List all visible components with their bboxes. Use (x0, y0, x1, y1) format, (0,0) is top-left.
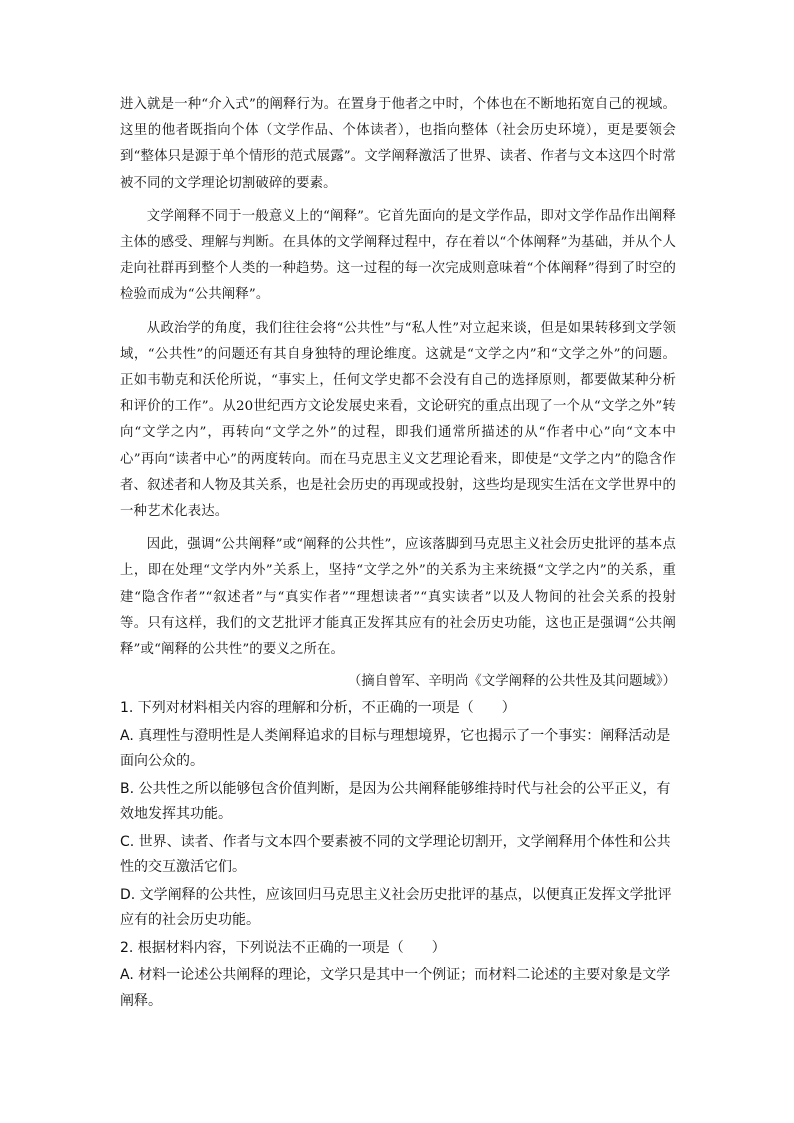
document-page (120, 92, 676, 1016)
passage-source: （摘自曾军、辛明尚《文学阐释的公共性及其问题域》） (347, 674, 676, 690)
passage-paragraph-3: 从政治学的角度，我们往往会将“公共性”与“私人性”对立起来谈，但是如果转移到文学领域，“公共性”的问题还有其自身独特的理论维度。这就是“文学之内”和“文学之外”的问题。正如韦勒克和沃伦所说，“事实上，任何文学史都不会没有自己的选择原则，都要做某种分析和评价的工作”。从20世纪西方文论发展史来看，文论研究的重点出现了一个从“文学之外”转向“文学之内”，再转向“文学之外”的过程，即我们通常所描述的从“作者中心”向“文本中心”再向“读者中心”的两度转向。而在马克思主义文艺理论看来，即使是“文学之内”的隐含作者、叙述者和人物及其关系，也是社会历史的再现或投射，这些均是现实生活在文学世界中的一种艺术化表达。 (120, 320, 676, 520)
question-1-stem: 1. 下列对材料相关内容的理解和分析，不正确的一项是（ ） (120, 700, 516, 717)
question-2-stem: 2. 根据材料内容，下列说法不正确的一项是（ ） (120, 939, 446, 956)
question-1-option-a: A. 真理性与澄明性是人类阐释追求的目标与理想境界，它也揭示了一个事实：阐释活动是面向公众的。 (120, 727, 671, 770)
question-2-option-a: A. 材料一论述公共阐释的理论，文学只是其中一个例证；而材料二论述的主要对象是文学阐释。 (120, 967, 671, 1009)
question-1-option-b: B. 公共性之所以能够包含价值判断，是因为公共阐释能够维持时代与社会的公平正义，有效地发挥其功能。 (120, 780, 671, 823)
question-1-option-c: C. 世界、读者、作者与文本四个要素被不同的文学理论切割开，文学阐释用个体性和公共性的交互激活它们。 (120, 833, 671, 876)
passage-paragraph-4: 因此，强调“公共阐释”或“阐释的公共性”，应该落脚到马克思主义社会历史批评的基本点上，即在处理“文学内外”关系上，坚持“文学之外”的关系为主来统摄“文学之内”的关系，重建“隐含作者”“叙述者”与“真实作者”“理想读者”“真实读者”以及人物间的社会关系的投射等。只有这样，我们的文艺批评才能真正发挥其应有的社会历史功能，这也正是强调“公共阐释”或“阐释的公共性”的要义之所在。 (120, 537, 676, 658)
passage-paragraph-2: 文学阐释不同于一般意义上的“阐释”。它首先面向的是文学作品，即对文学作品作出阐释主体的感受、理解与判断。在具体的文学阐释过程中，存在着以“个体阐释”为基础，并从个人走向社群再到整个人类的一种趋势。这一过程的每一次完成则意味着“个体阐释”得到了时空的检验而成为“公共阐释”。 (120, 208, 676, 303)
question-1-option-d: D. 文学阐释的公共性，应该回归马克思主义社会历史批评的基点，以便真正发挥文学批评应有的社会历史功能。 (120, 886, 672, 929)
passage-paragraph-1: 进入就是一种“介入式”的阐释行为。在置身于他者之中时，个体也在不断地拓宽自己的视域。这里的他者既指向个体（文学作品、个体读者），也指向整体（社会历史环境），更是要领会到“整体只是源于单个情形的范式展露”。文学阐释激活了世界、读者、作者与文本这四个时常被不同的文学理论切割破碎的要素。 (120, 97, 676, 191)
